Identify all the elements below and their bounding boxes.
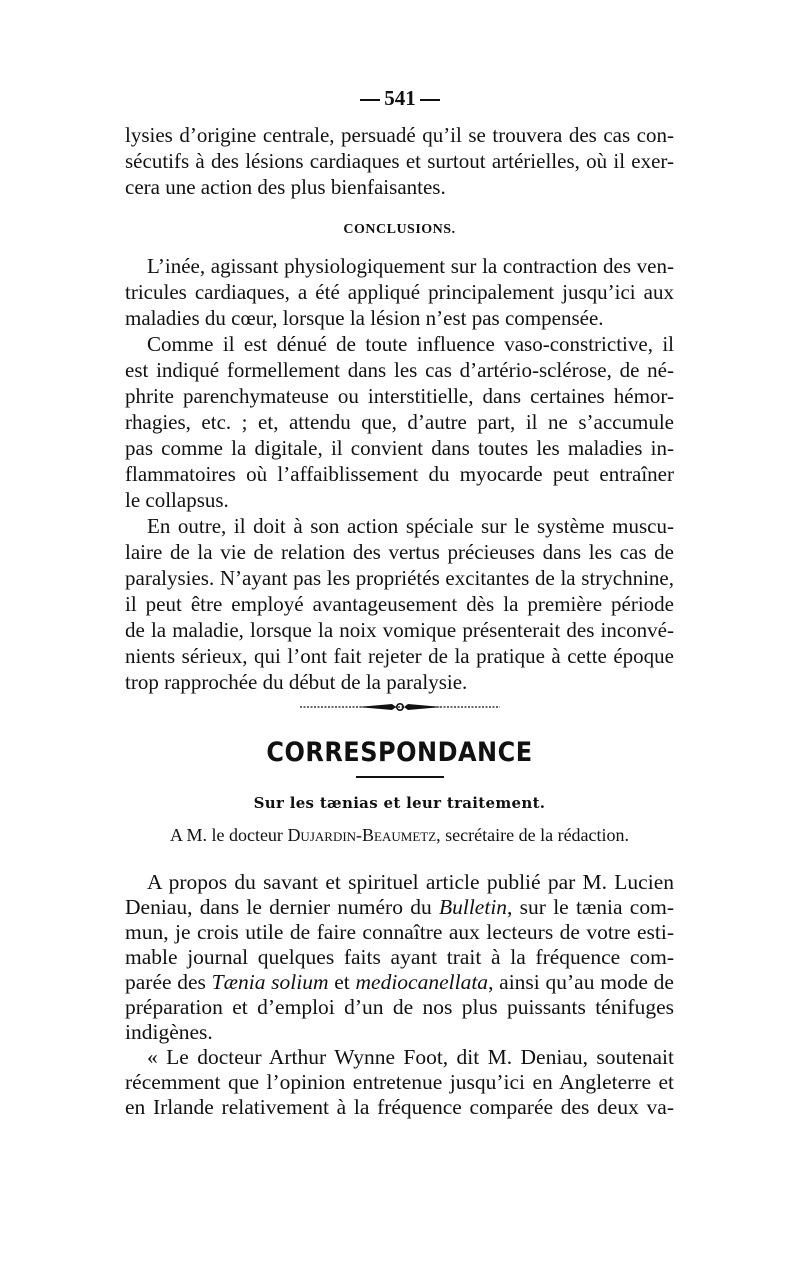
text-line: cera une action des plus bienfaisantes. — [125, 175, 446, 199]
page-number-dash-right — [420, 99, 440, 101]
ornament-left-wing — [358, 704, 396, 710]
text-line: sécutifs à des lésions cardiaques et surtout artérielles, où il exer- — [125, 149, 674, 173]
addressee-line — [125, 825, 674, 846]
text-line: récemment que l’opinion entretenue jusqu’ici en Angleterre et — [125, 1070, 674, 1094]
page-number — [350, 86, 450, 111]
text-line: en Irlande relativement à la fréquence comparée des deux va- — [125, 1095, 674, 1119]
text-line: flammatoires où l’affaiblissement du myocarde peut entraîner — [125, 462, 674, 486]
addressee-name: Dujardin-Beaumetz — [287, 825, 437, 845]
text-line — [125, 969, 674, 995]
text-line: mable journal quelques faits ayant trait à la fréquence com- — [125, 945, 674, 969]
text-span: , sur le tænia com- — [507, 895, 674, 919]
text-line: nients sérieux, qui l’ont fait rejeter de la pratique à cette époque — [125, 644, 674, 668]
ornament-divider — [300, 700, 500, 714]
title-underline — [356, 776, 444, 778]
text-line: de la maladie, lorsque la noix vomique présenterait des inconvé- — [125, 618, 674, 642]
text-line: En outre, il doit à son action spéciale sur le système muscu- — [147, 514, 674, 538]
text-line: il peut être employé avantageusement dès la première période — [125, 592, 674, 616]
text-line: phrite parenchymateuse ou interstitielle, dans certaines hémor- — [125, 384, 674, 408]
text-line: L’inée, agissant physiologiquement sur la contraction des ven- — [147, 254, 674, 278]
text-span: Deniau, dans le dernier numéro du — [125, 895, 439, 919]
conclusions-heading: CONCLUSIONS. — [343, 222, 456, 237]
article-subtitle: Sur les tænias et leur traitement. — [253, 794, 546, 812]
page-number-text: 541 — [384, 86, 416, 110]
ornament-right-wing — [404, 704, 442, 710]
text-line: rhagies, etc. ; et, attendu que, d’autre part, il ne s’accumule — [125, 410, 674, 434]
journal-title: Bulletin — [438, 895, 508, 919]
text-line: A propos du savant et spirituel article publié par M. Lucien — [147, 870, 674, 894]
text-line — [125, 894, 674, 920]
text-line: maladies du cœur, lorsque la lésion n’est pas compensée. — [125, 306, 604, 330]
page-number-dash-left — [360, 99, 380, 101]
text-line: le collapsus. — [125, 488, 229, 512]
text-line: préparation et d’emploi d’un de nos plus puissants ténifuges — [125, 995, 674, 1019]
text-line: lysies d’origine centrale, persuadé qu’il se trouvera des cas con- — [125, 123, 674, 147]
section-title: CORRESPONDANCE — [266, 736, 533, 768]
text-line: est indiqué formellement dans les cas d’artério-sclérose, de né- — [125, 358, 674, 382]
text-span: , ainsi qu’au mode de — [488, 970, 674, 994]
addressee-prefix: A M. le docteur — [169, 825, 288, 845]
text-line: paralysies. N’ayant pas les propriétés excitantes de la strychnine, — [125, 566, 674, 590]
text-span: et — [328, 970, 356, 994]
text-line: trop rapprochée du début de la paralysie. — [125, 670, 468, 694]
addressee-suffix: , secrétaire de la rédaction. — [436, 825, 630, 845]
text-line: pas comme la digitale, il convient dans toutes les maladies in- — [125, 436, 674, 460]
text-line: Comme il est dénué de toute influence vaso-constrictive, il — [147, 332, 674, 356]
text-line: tricules cardiaques, a été appliqué principalement jusqu’ici aux — [125, 280, 674, 304]
text-line: indigènes. — [125, 1020, 213, 1044]
text-line: mun, je crois utile de faire connaître aux lecteurs de votre esti- — [125, 920, 674, 944]
species-name: mediocanellata — [355, 970, 489, 994]
text-line: laire de la vie de relation des vertus précieuses dans les cas de — [125, 540, 674, 564]
text-span: parée des — [125, 970, 212, 994]
species-name: Tænia solium — [211, 970, 329, 994]
text-line: « Le docteur Arthur Wynne Foot, dit M. Deniau, soutenait — [147, 1045, 674, 1069]
